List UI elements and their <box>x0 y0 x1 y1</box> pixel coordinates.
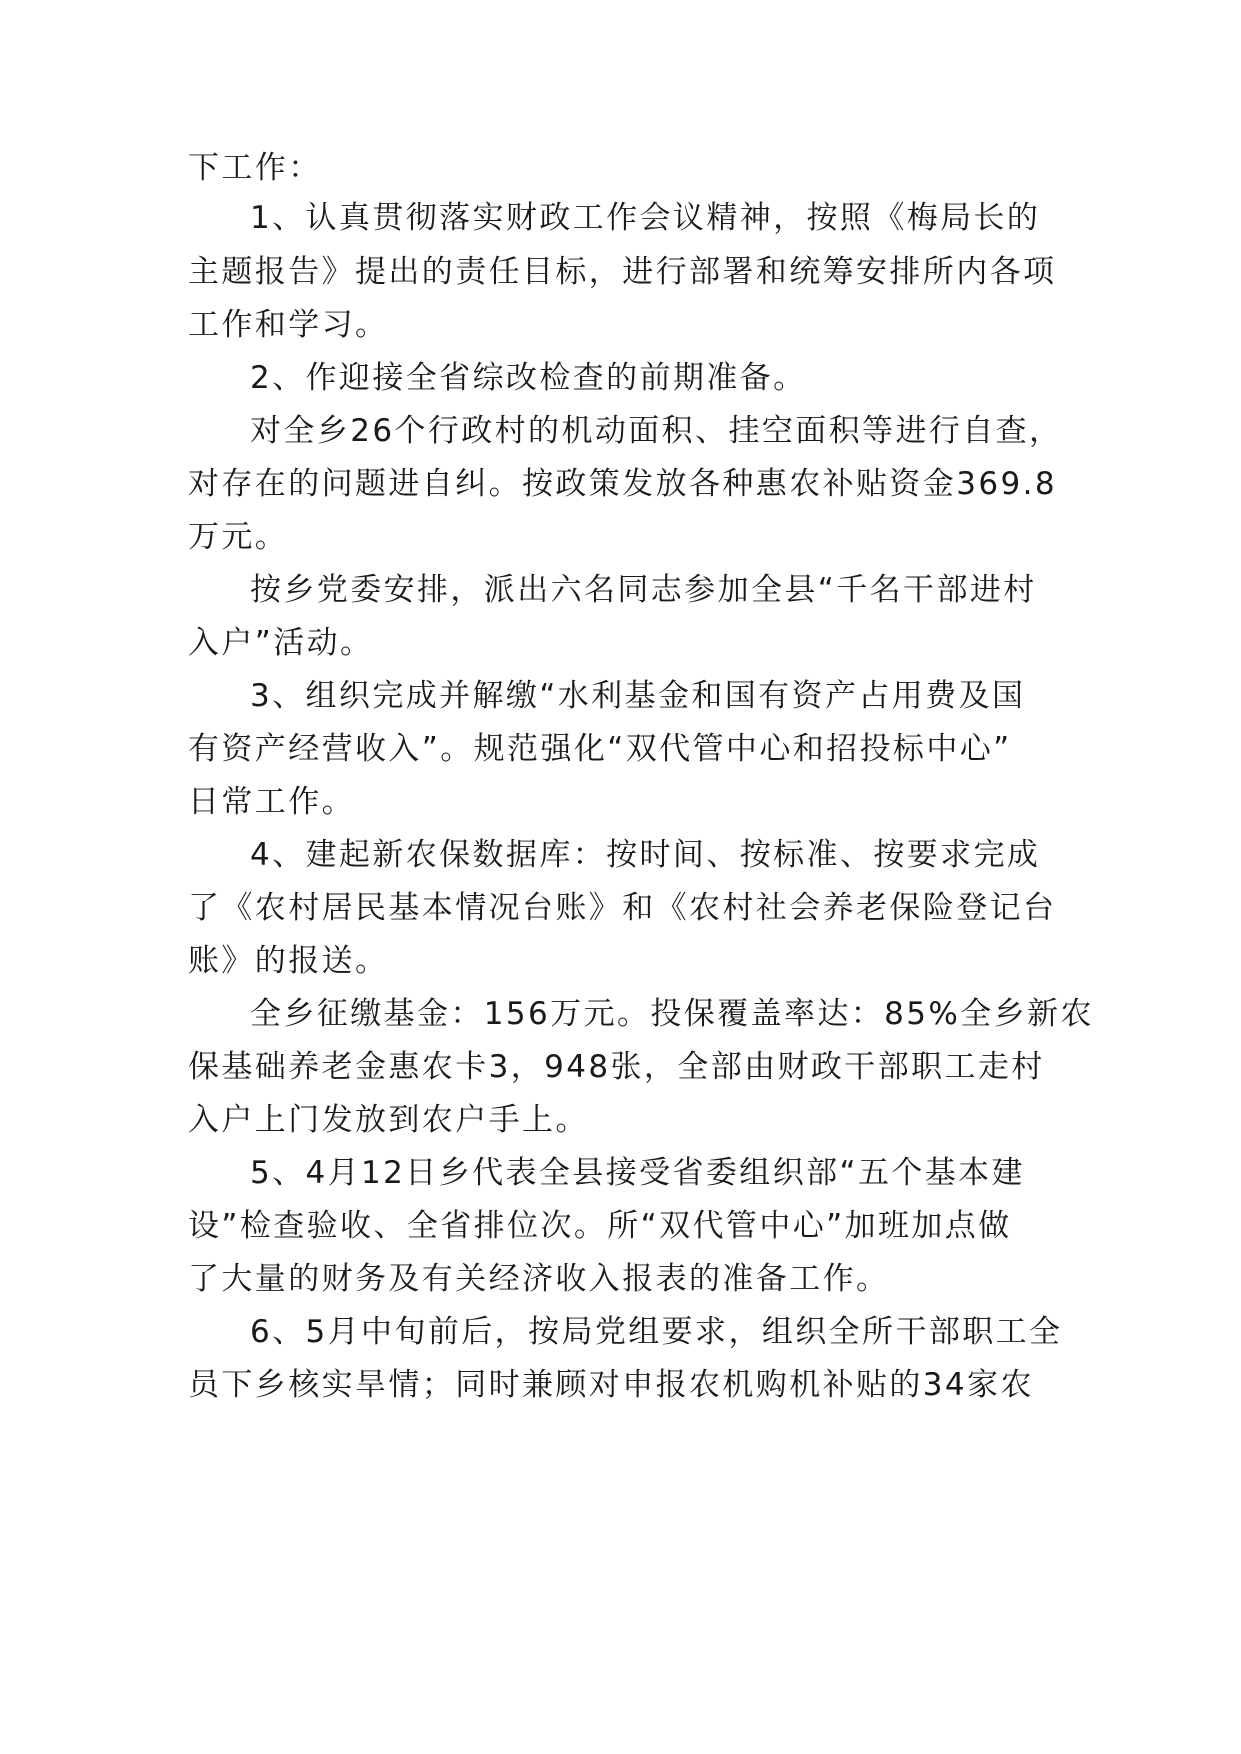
paragraph-1-line-2: 主题报告》提出的责任目标，进行部署和统筹安排所内各项 <box>188 254 1057 290</box>
paragraph-7-line-3: 入户上门发放到农户手上。 <box>188 1102 589 1138</box>
text-line-1: 下工作： <box>188 150 322 186</box>
paragraph-7-line-1: 全乡征缴基金：156万元。投保覆盖率达：85%全乡新农 <box>250 996 1094 1032</box>
paragraph-5-line-2: 有资产经营收入”。规范强化“双代管中心和招投标中心” <box>188 731 1012 767</box>
paragraph-8-line-2: 设”检查验收、全省排位次。所“双代管中心”加班加点做 <box>188 1208 1012 1244</box>
paragraph-3-line-1: 对全乡26个行政村的机动面积、挂空面积等进行自查， <box>250 413 1063 449</box>
paragraph-6-line-1: 4、建起新农保数据库：按时间、按标准、按要求完成 <box>250 837 1041 873</box>
paragraph-3-line-3: 万元。 <box>188 519 289 555</box>
paragraph-5-line-1: 3、组织完成并解缴“水利基金和国有资产占用费及国 <box>250 678 1026 714</box>
paragraph-7-line-2: 保基础养老金惠农卡3，948张，全部由财政干部职工走村 <box>188 1049 1045 1085</box>
paragraph-1-line-3: 工作和学习。 <box>188 307 389 343</box>
paragraph-9-line-1: 6、5月中旬前后，按局党组要求，组织全所干部职工全 <box>250 1314 1063 1350</box>
paragraph-5-line-3: 日常工作。 <box>188 784 355 820</box>
paragraph-2-line-1: 2、作迎接全省综改检查的前期准备。 <box>250 360 807 396</box>
paragraph-3-line-2: 对存在的问题进自纠。按政策发放各种惠农补贴资金369.8 <box>188 466 1057 502</box>
paragraph-8-line-3: 了大量的财务及有关经济收入报表的准备工作。 <box>188 1261 890 1297</box>
paragraph-4-line-1: 按乡党委安排，派出六名同志参加全县“千名干部进村 <box>250 572 1037 608</box>
paragraph-9-line-2: 员下乡核实旱情；同时兼顾对申报农机购机补贴的34家农 <box>188 1367 1034 1403</box>
paragraph-4-line-2: 入户”活动。 <box>188 625 374 661</box>
paragraph-8-line-1: 5、4月12日乡代表全县接受省委组织部“五个基本建 <box>250 1155 1025 1191</box>
paragraph-6-line-3: 账》的报送。 <box>188 943 389 979</box>
paragraph-1-line-1: 1、认真贯彻落实财政工作会议精神，按照《梅局长的 <box>250 200 1041 236</box>
paragraph-6-line-2: 了《农村居民基本情况台账》和《农村社会养老保险登记台 <box>188 890 1057 926</box>
